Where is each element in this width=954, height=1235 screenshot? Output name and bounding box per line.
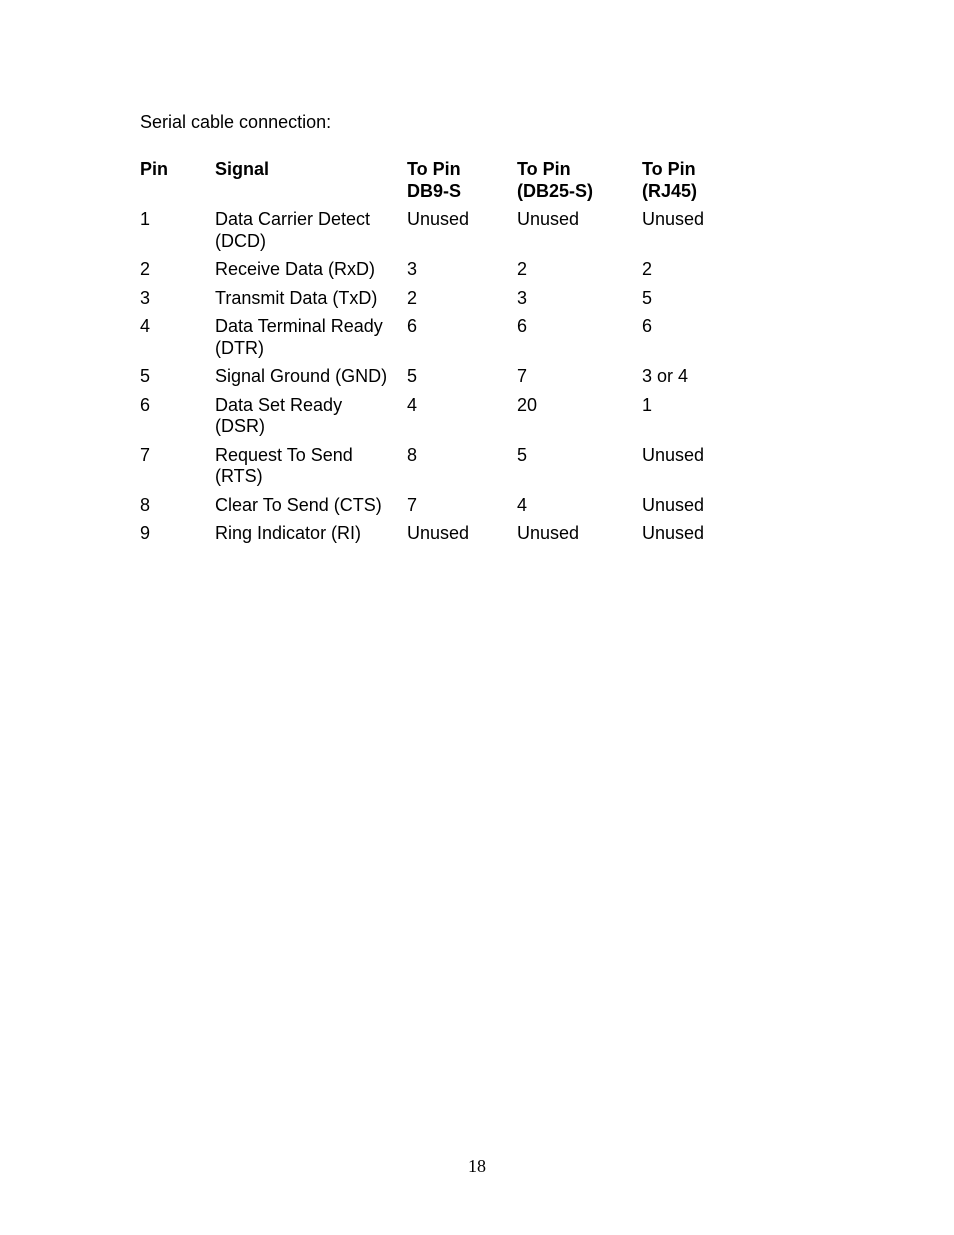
cell-signal-line: (DTR) xyxy=(215,337,264,358)
cell-signal-line: Transmit Data (TxD) xyxy=(215,287,378,308)
cell-signal-line: Request To Send xyxy=(215,444,353,465)
cell-pin: 2 xyxy=(140,259,151,279)
cell-db25: Unused xyxy=(517,523,580,543)
cell-db25: 4 xyxy=(517,494,528,515)
cell-rj45: 5 xyxy=(642,287,653,308)
header-db9-line1: To Pin xyxy=(407,159,461,179)
header-db25-line1: To Pin xyxy=(517,159,571,179)
table-row xyxy=(140,445,762,495)
cell-db25: 2 xyxy=(517,259,528,279)
cell-db25: 6 xyxy=(517,316,528,336)
cell-db25: 20 xyxy=(517,394,538,415)
cell-rj45: 3 or 4 xyxy=(642,366,689,386)
cell-rj45: 2 xyxy=(642,259,653,279)
page-number: 18 xyxy=(468,1156,486,1176)
cell-pin: 4 xyxy=(140,316,151,336)
cell-signal xyxy=(215,395,407,445)
header-rj45-line2: (RJ45) xyxy=(642,180,698,201)
cell-pin: 6 xyxy=(140,394,151,415)
cell-pin: 1 xyxy=(140,209,151,229)
cell-db9: Unused xyxy=(407,209,470,229)
cell-db9: 8 xyxy=(407,444,418,465)
cell-rj45: Unused xyxy=(642,444,705,465)
cell-signal-line: Data Set Ready xyxy=(215,394,343,415)
cell-signal-line: Signal Ground (GND) xyxy=(215,366,388,386)
cell-signal-line: Clear To Send (CTS) xyxy=(215,494,382,515)
table-row xyxy=(140,259,762,288)
cell-signal-line: (RTS) xyxy=(215,466,263,486)
header-db25-line2: (DB25-S) xyxy=(517,180,594,201)
header-rj45 xyxy=(642,159,762,209)
cell-db25: 3 xyxy=(517,287,528,308)
cell-db25: 5 xyxy=(517,444,528,465)
cell-rj45: 6 xyxy=(642,316,653,336)
table-row xyxy=(140,288,762,317)
cell-db9: Unused xyxy=(407,523,470,543)
header-signal: Signal xyxy=(215,159,270,179)
cell-db25: 7 xyxy=(517,366,528,386)
cell-pin: 3 xyxy=(140,287,151,308)
cell-db9: 4 xyxy=(407,394,418,415)
table-header-row xyxy=(140,159,762,209)
table-row xyxy=(140,316,762,366)
cell-rj45: Unused xyxy=(642,523,705,543)
cell-rj45: Unused xyxy=(642,209,705,229)
cell-signal xyxy=(215,288,407,317)
cell-signal xyxy=(215,523,407,552)
cell-db25: Unused xyxy=(517,209,580,229)
cell-db9: 2 xyxy=(407,287,418,308)
cell-signal-line: (DSR) xyxy=(215,416,265,436)
cell-signal xyxy=(215,259,407,288)
cell-signal-line: Ring Indicator (RI) xyxy=(215,523,362,543)
header-db9 xyxy=(407,159,517,209)
table-row xyxy=(140,523,762,552)
cell-signal xyxy=(215,445,407,495)
cell-pin: 8 xyxy=(140,494,151,515)
cell-pin: 7 xyxy=(140,444,151,465)
serial-pinout-table xyxy=(140,159,762,552)
header-rj45-line1: To Pin xyxy=(642,159,696,179)
cell-pin: 5 xyxy=(140,366,151,386)
cell-signal xyxy=(215,316,407,366)
cell-db9: 7 xyxy=(407,494,418,515)
cell-rj45: 1 xyxy=(642,394,653,415)
cell-db9: 3 xyxy=(407,259,418,279)
cell-signal xyxy=(215,366,407,395)
table-row xyxy=(140,495,762,524)
cell-db9: 6 xyxy=(407,316,418,336)
cell-signal-line: Receive Data (RxD) xyxy=(215,259,376,279)
cell-signal xyxy=(215,209,407,259)
cell-rj45: Unused xyxy=(642,494,705,515)
table-row xyxy=(140,209,762,259)
cell-pin: 9 xyxy=(140,523,151,543)
cell-signal-line: (DCD) xyxy=(215,230,266,251)
table-row xyxy=(140,395,762,445)
cell-signal-line: Data Carrier Detect xyxy=(215,209,371,229)
cell-signal-line: Data Terminal Ready xyxy=(215,316,383,336)
table-row xyxy=(140,366,762,395)
cell-db9: 5 xyxy=(407,366,418,386)
cell-signal xyxy=(215,495,407,524)
intro-text: Serial cable connection: xyxy=(140,112,332,132)
header-db25 xyxy=(517,159,642,209)
header-db9-line2: DB9-S xyxy=(407,180,462,201)
header-pin: Pin xyxy=(140,159,169,179)
